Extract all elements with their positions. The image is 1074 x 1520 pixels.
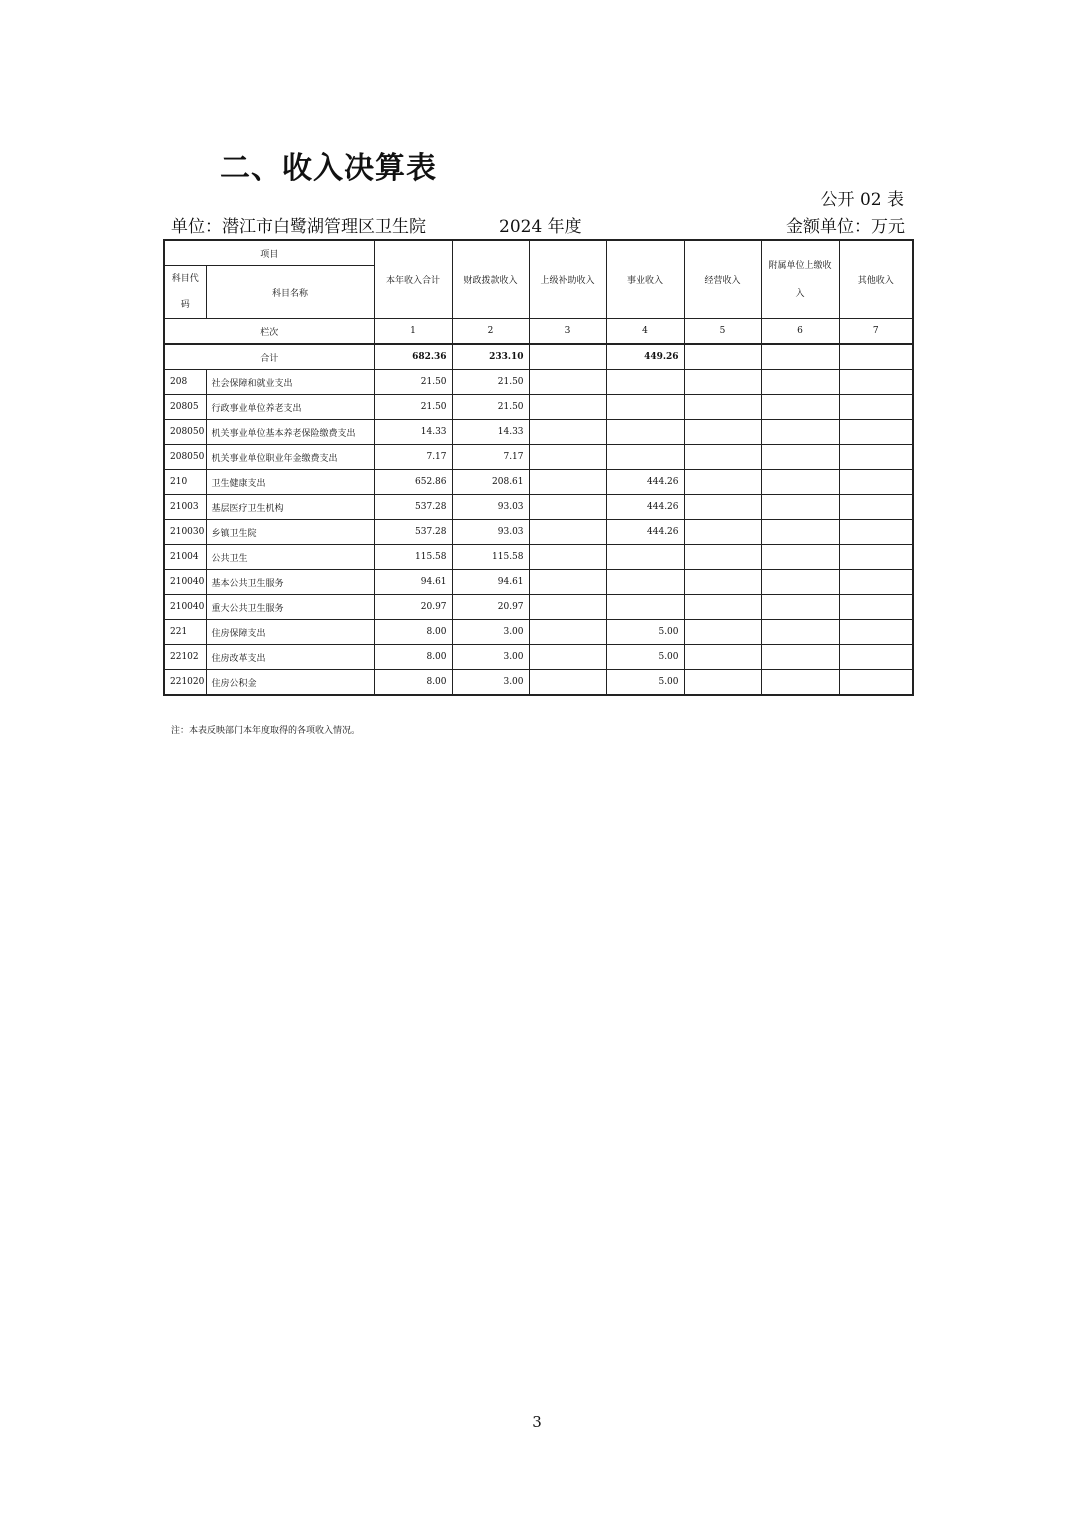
row-value bbox=[606, 570, 684, 595]
form-number: 公开 02 表 bbox=[820, 190, 904, 210]
year-label: 2024 年度 bbox=[499, 217, 582, 237]
column-number: 3 bbox=[529, 319, 606, 345]
column-number-row bbox=[164, 319, 913, 345]
row-value: 20.97 bbox=[452, 595, 529, 620]
row-value bbox=[684, 445, 761, 470]
unit-label: 单位：潜江市白鹭湖管理区卫生院 bbox=[171, 217, 426, 237]
header-code bbox=[164, 266, 206, 319]
column-number: 4 bbox=[606, 319, 684, 345]
money-unit: 金额单位：万元 bbox=[786, 217, 905, 237]
row-value bbox=[529, 645, 606, 670]
row-value bbox=[761, 645, 839, 670]
table-row bbox=[164, 645, 913, 670]
row-name: 公共卫生 bbox=[206, 545, 374, 570]
row-value: 537.28 bbox=[374, 495, 452, 520]
row-value: 115.58 bbox=[452, 545, 529, 570]
header-code-line1: 科目代 bbox=[171, 274, 199, 284]
row-value bbox=[839, 570, 913, 595]
row-value bbox=[684, 670, 761, 696]
column-number: 7 bbox=[839, 319, 913, 345]
row-code: 208050 bbox=[164, 420, 206, 445]
row-name: 社会保障和就业支出 bbox=[206, 370, 374, 395]
total-value: 449.26 bbox=[606, 344, 684, 370]
row-value bbox=[839, 495, 913, 520]
table-row bbox=[164, 595, 913, 620]
row-name: 基本公共卫生服务 bbox=[206, 570, 374, 595]
row-value: 21.50 bbox=[452, 370, 529, 395]
table-row bbox=[164, 620, 913, 645]
row-code: 221 bbox=[164, 620, 206, 645]
row-value bbox=[606, 420, 684, 445]
row-value bbox=[761, 520, 839, 545]
row-name: 行政事业单位养老支出 bbox=[206, 395, 374, 420]
row-code: 21003 bbox=[164, 495, 206, 520]
row-value: 8.00 bbox=[374, 645, 452, 670]
header-business: 事业收入 bbox=[606, 240, 684, 319]
row-value: 21.50 bbox=[374, 370, 452, 395]
row-value: 537.28 bbox=[374, 520, 452, 545]
row-value: 14.33 bbox=[452, 420, 529, 445]
row-value bbox=[684, 570, 761, 595]
row-value bbox=[529, 670, 606, 696]
row-name: 住房保障支出 bbox=[206, 620, 374, 645]
row-value bbox=[761, 470, 839, 495]
row-value: 3.00 bbox=[452, 670, 529, 696]
total-value: 682.36 bbox=[374, 344, 452, 370]
row-value: 20.97 bbox=[374, 595, 452, 620]
row-value bbox=[761, 670, 839, 696]
header-total: 本年收入合计 bbox=[374, 240, 452, 319]
row-value: 94.61 bbox=[452, 570, 529, 595]
row-name: 乡镇卫生院 bbox=[206, 520, 374, 545]
row-value bbox=[606, 595, 684, 620]
row-name: 机关事业单位基本养老保险缴费支出 bbox=[206, 420, 374, 445]
row-value bbox=[684, 470, 761, 495]
header-affiliated-line2: 入 bbox=[795, 288, 805, 299]
row-value: 5.00 bbox=[606, 620, 684, 645]
table-row bbox=[164, 420, 913, 445]
header-affiliated bbox=[761, 240, 839, 319]
row-value: 7.17 bbox=[452, 445, 529, 470]
total-value: 233.10 bbox=[452, 344, 529, 370]
row-value: 652.86 bbox=[374, 470, 452, 495]
row-value bbox=[839, 420, 913, 445]
row-value: 93.03 bbox=[452, 495, 529, 520]
row-value bbox=[761, 445, 839, 470]
row-code: 221020 bbox=[164, 670, 206, 696]
header-name: 科目名称 bbox=[206, 266, 374, 319]
row-value bbox=[684, 370, 761, 395]
column-number: 5 bbox=[684, 319, 761, 345]
row-value: 3.00 bbox=[452, 645, 529, 670]
total-value bbox=[761, 344, 839, 370]
row-value bbox=[839, 470, 913, 495]
row-value: 93.03 bbox=[452, 520, 529, 545]
header-other: 其他收入 bbox=[839, 240, 913, 319]
row-value: 444.26 bbox=[606, 495, 684, 520]
row-value bbox=[684, 620, 761, 645]
total-row bbox=[164, 344, 913, 370]
row-value bbox=[761, 620, 839, 645]
row-value bbox=[761, 395, 839, 420]
table-row bbox=[164, 445, 913, 470]
row-value bbox=[529, 545, 606, 570]
row-value: 3.00 bbox=[452, 620, 529, 645]
row-value bbox=[839, 370, 913, 395]
row-value bbox=[684, 395, 761, 420]
row-value: 5.00 bbox=[606, 670, 684, 696]
table-note: 注：本表反映部门本年度取得的各项收入情况。 bbox=[171, 726, 361, 736]
table-row bbox=[164, 670, 913, 696]
row-value bbox=[761, 420, 839, 445]
row-value bbox=[761, 570, 839, 595]
row-value bbox=[839, 595, 913, 620]
row-value: 8.00 bbox=[374, 620, 452, 645]
row-value: 115.58 bbox=[374, 545, 452, 570]
table-row bbox=[164, 520, 913, 545]
row-value bbox=[529, 620, 606, 645]
row-code: 208050 bbox=[164, 445, 206, 470]
header-fiscal: 财政拨款收入 bbox=[452, 240, 529, 319]
row-value: 21.50 bbox=[374, 395, 452, 420]
row-name: 重大公共卫生服务 bbox=[206, 595, 374, 620]
page-title: 二、收入决算表 bbox=[220, 151, 437, 186]
header-code-line2: 码 bbox=[180, 300, 190, 310]
income-table bbox=[163, 239, 914, 696]
total-value bbox=[529, 344, 606, 370]
row-value: 444.26 bbox=[606, 470, 684, 495]
row-value: 208.61 bbox=[452, 470, 529, 495]
row-code: 22102 bbox=[164, 645, 206, 670]
row-value: 8.00 bbox=[374, 670, 452, 696]
column-number: 1 bbox=[374, 319, 452, 345]
row-value bbox=[839, 520, 913, 545]
total-label: 合计 bbox=[164, 344, 374, 370]
row-value bbox=[606, 445, 684, 470]
row-name: 机关事业单位职业年金缴费支出 bbox=[206, 445, 374, 470]
row-value bbox=[606, 395, 684, 420]
table-row bbox=[164, 570, 913, 595]
row-value bbox=[684, 495, 761, 520]
header-project: 项目 bbox=[164, 240, 374, 266]
total-value bbox=[839, 344, 913, 370]
page-number: 3 bbox=[532, 1413, 542, 1431]
row-value: 94.61 bbox=[374, 570, 452, 595]
column-number-label: 栏次 bbox=[164, 319, 374, 345]
column-number: 6 bbox=[761, 319, 839, 345]
row-value bbox=[529, 395, 606, 420]
row-value bbox=[529, 420, 606, 445]
row-value bbox=[529, 520, 606, 545]
row-value bbox=[839, 620, 913, 645]
header-affiliated-line1: 附属单位上缴收 bbox=[768, 260, 832, 271]
total-value bbox=[684, 344, 761, 370]
row-value bbox=[839, 545, 913, 570]
table-row bbox=[164, 370, 913, 395]
row-value bbox=[684, 645, 761, 670]
row-value bbox=[839, 670, 913, 696]
row-value: 21.50 bbox=[452, 395, 529, 420]
header-operating: 经营收入 bbox=[684, 240, 761, 319]
row-value bbox=[761, 595, 839, 620]
row-value bbox=[606, 370, 684, 395]
row-code: 210040 bbox=[164, 570, 206, 595]
row-value bbox=[839, 445, 913, 470]
row-value bbox=[529, 470, 606, 495]
meta-row bbox=[171, 212, 905, 238]
row-value bbox=[761, 495, 839, 520]
row-code: 208 bbox=[164, 370, 206, 395]
row-value bbox=[606, 545, 684, 570]
row-value bbox=[761, 545, 839, 570]
row-code: 20805 bbox=[164, 395, 206, 420]
row-name: 住房改革支出 bbox=[206, 645, 374, 670]
row-value bbox=[529, 445, 606, 470]
row-value: 444.26 bbox=[606, 520, 684, 545]
row-value bbox=[529, 370, 606, 395]
row-code: 210 bbox=[164, 470, 206, 495]
table-body bbox=[164, 370, 913, 696]
row-name: 基层医疗卫生机构 bbox=[206, 495, 374, 520]
row-value bbox=[684, 595, 761, 620]
row-code: 21004 bbox=[164, 545, 206, 570]
row-value: 14.33 bbox=[374, 420, 452, 445]
row-value bbox=[839, 395, 913, 420]
row-value: 7.17 bbox=[374, 445, 452, 470]
table-row bbox=[164, 470, 913, 495]
row-value bbox=[684, 520, 761, 545]
row-code: 210040 bbox=[164, 595, 206, 620]
column-number: 2 bbox=[452, 319, 529, 345]
row-value bbox=[839, 645, 913, 670]
row-code: 210030 bbox=[164, 520, 206, 545]
table-row bbox=[164, 545, 913, 570]
row-value bbox=[684, 420, 761, 445]
row-name: 卫生健康支出 bbox=[206, 470, 374, 495]
row-name: 住房公积金 bbox=[206, 670, 374, 696]
table-row bbox=[164, 395, 913, 420]
row-value bbox=[684, 545, 761, 570]
row-value: 5.00 bbox=[606, 645, 684, 670]
row-value bbox=[761, 370, 839, 395]
table-row bbox=[164, 495, 913, 520]
row-value bbox=[529, 495, 606, 520]
row-value bbox=[529, 570, 606, 595]
row-value bbox=[529, 595, 606, 620]
header-superior: 上级补助收入 bbox=[529, 240, 606, 319]
